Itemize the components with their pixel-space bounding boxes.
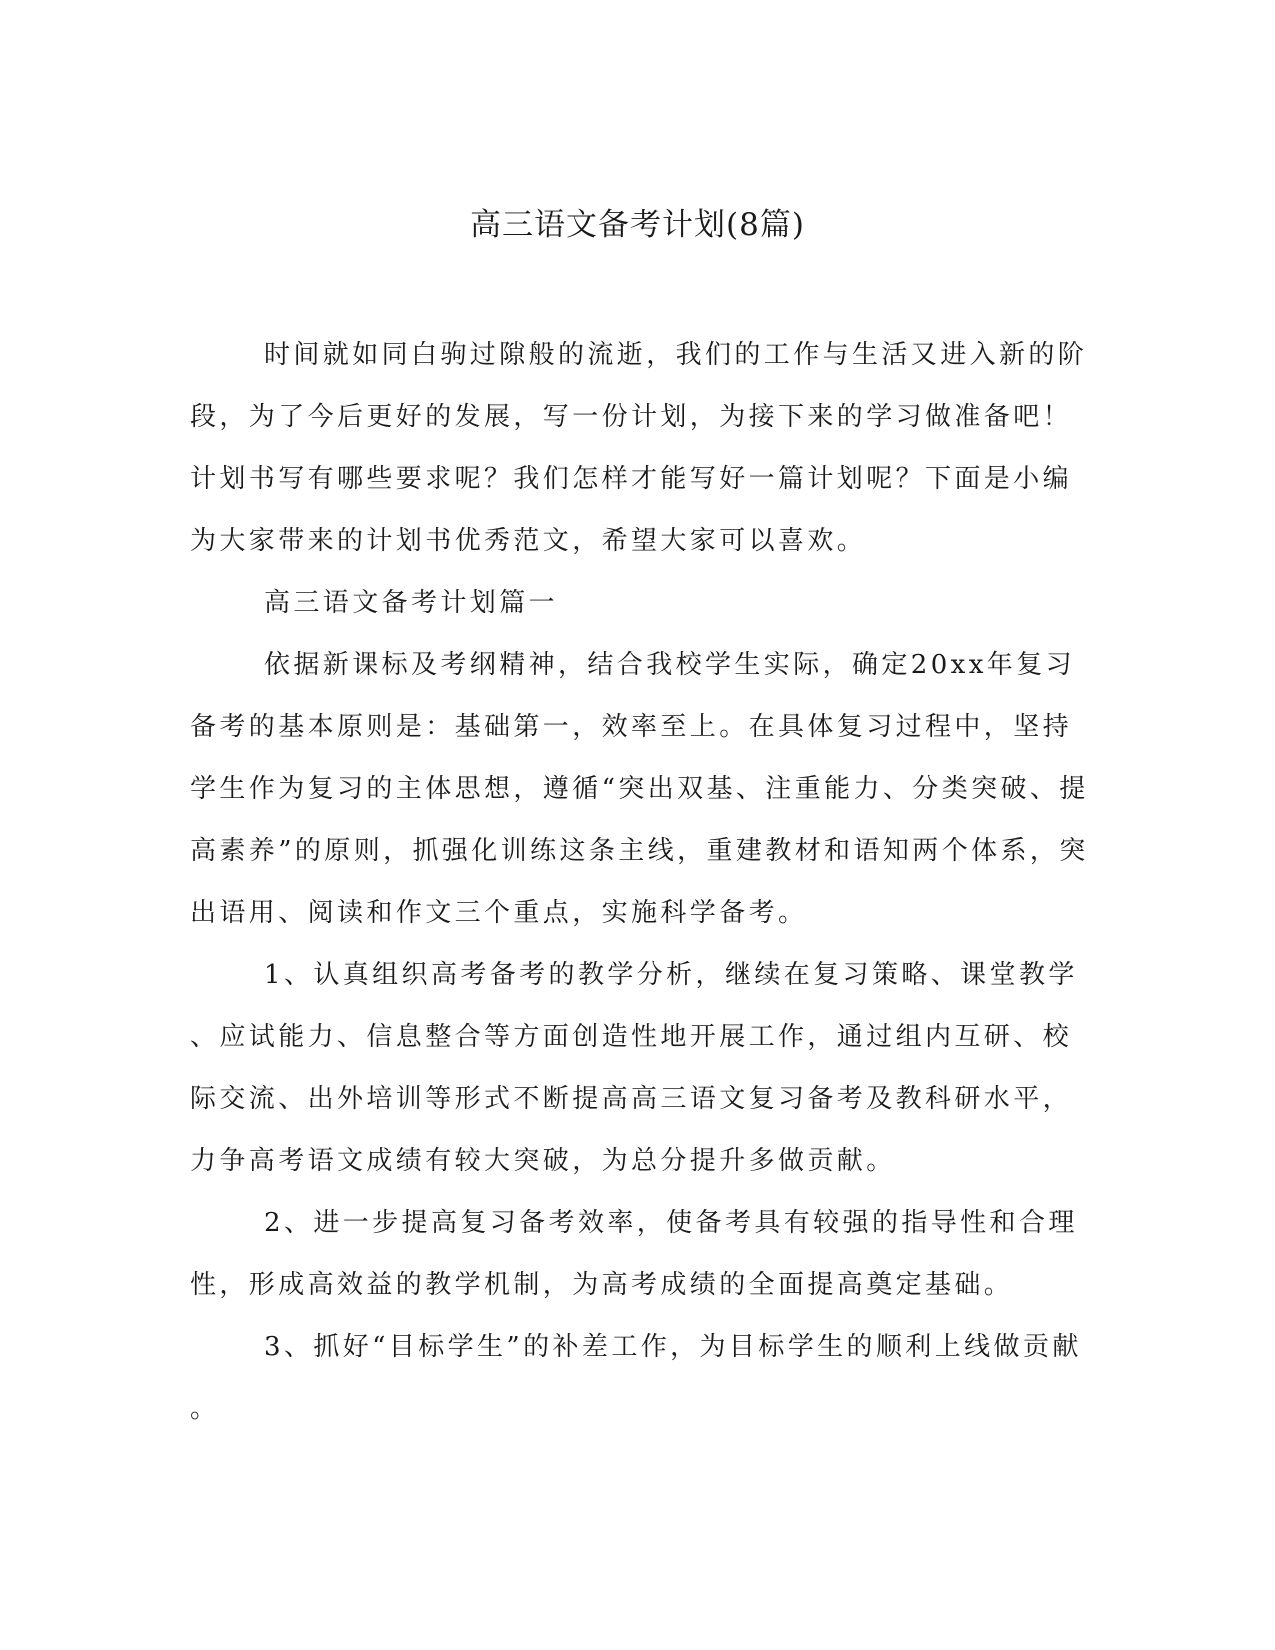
list-item-line: 际交流、出外培训等形式不断提高高三语文复习备考及教科研水平， (190, 1084, 1073, 1114)
list-item-line: 2、进一步提高复习备考效率，使备考具有较强的指导性和合理 (264, 1208, 1078, 1238)
paragraph-line: 段，为了今后更好的发展，写一份计划，为接下来的学习做准备吧！ (190, 402, 1073, 432)
list-item-line: 1、认真组织高考备考的教学分析，继续在复习策略、课堂教学 (264, 960, 1078, 990)
paragraph-line: 依据新课标及考纲精神，结合我校学生实际，确定20xx年复习 (264, 650, 1076, 680)
paragraph-line: 计划书写有哪些要求呢？我们怎样才能写好一篇计划呢？下面是小编 (190, 464, 1073, 494)
document-body (190, 324, 1089, 1440)
paragraph-line: 备考的基本原则是：基础第一，效率至上。在具体复习过程中，坚持 (190, 712, 1073, 742)
paragraph-line: 时间就如同白驹过隙般的流逝，我们的工作与生活又进入新的阶 (264, 340, 1088, 370)
paragraph-line: 为大家带来的计划书优秀范文，希望大家可以喜欢。 (190, 526, 867, 556)
list-item-line: 力争高考语文成绩有较大突破，为总分提升多做贡献。 (190, 1146, 896, 1176)
section-heading: 高三语文备考计划篇一 (264, 588, 559, 618)
paragraph-line: 出语用、阅读和作文三个重点，实施科学备考。 (190, 898, 808, 928)
document-title: 高三语文备考计划(8篇) (470, 207, 805, 243)
list-item-line: 3、抓好“目标学生”的补差工作，为目标学生的顺利上线做贡献 (264, 1332, 1082, 1362)
list-item-line: 、应试能力、信息整合等方面创造性地开展工作，通过组内互研、校 (190, 1022, 1073, 1052)
list-item-line: 性，形成高效益的教学机制，为高考成绩的全面提高奠定基础。 (190, 1270, 1014, 1300)
paragraph-line: 高素养”的原则，抓强化训练这条主线，重建教材和语知两个体系，突 (190, 836, 1089, 866)
list-item-line: 。 (190, 1394, 220, 1424)
paragraph-line: 学生作为复习的主体思想，遵循“突出双基、注重能力、分类突破、提 (190, 774, 1089, 804)
